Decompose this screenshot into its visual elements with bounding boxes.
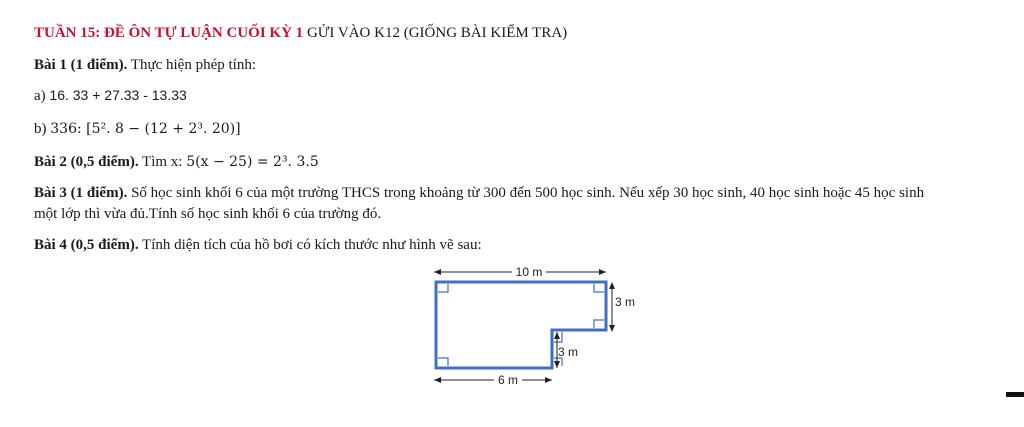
bai1-text: Thực hiện phép tính: xyxy=(127,57,256,73)
pool-outline xyxy=(436,282,606,368)
bai2-expression: 5(x − 25) = 2³. 3.5 xyxy=(186,154,319,170)
bai1-heading: Bài 1 (1 điểm). xyxy=(34,57,128,73)
bai1-b-label: b) xyxy=(34,121,51,137)
top-dimension-label: 10 m xyxy=(515,265,543,279)
pool-figure xyxy=(420,262,650,392)
bai2-heading: Bài 2 (0,5 điểm). xyxy=(34,154,139,170)
bai4-line xyxy=(34,236,482,254)
bai3-text-line2: một lớp thì vừa đủ.Tính số học sinh khối 6 của trường đó. xyxy=(34,206,382,222)
bai1-a-expression: 16. 33 + 27.33 - 13.33 xyxy=(49,87,187,103)
bai1-heading-line xyxy=(34,56,256,74)
bottom-dimension-arrow xyxy=(434,373,552,387)
step-dimension-label: 3 m xyxy=(558,345,579,359)
right-dimension-arrow xyxy=(609,282,635,332)
bai4-heading: Bài 4 (0,5 điểm). xyxy=(34,237,139,253)
top-dimension-arrow xyxy=(434,265,606,279)
bai4-text: Tính diện tích của hồ bơi có kích thước như hình vẽ sau: xyxy=(138,237,482,253)
bai1-part-b xyxy=(34,120,241,138)
document-title xyxy=(34,24,567,42)
step-dimension-arrow xyxy=(554,332,578,368)
title-rest-part: GỬI VÀO K12 (GIỐNG BÀI KIỂM TRA) xyxy=(303,25,568,41)
bottom-dimension-label: 6 m xyxy=(497,373,519,387)
edge-mark xyxy=(1006,392,1024,397)
bai3-line-1 xyxy=(34,184,924,202)
right-dimension-label: 3 m xyxy=(615,295,636,309)
right-angle-markers xyxy=(438,284,604,366)
bai2-line xyxy=(34,153,319,171)
bai1-a-label: a) xyxy=(34,88,50,104)
bai3-heading: Bài 3 (1 điểm). xyxy=(34,185,128,201)
bai3-line-2 xyxy=(34,205,381,223)
bai2-text: Tìm x: xyxy=(138,154,187,170)
title-red-part: TUẦN 15: ĐỀ ÔN TỰ LUẬN CUỐI KỲ 1 xyxy=(34,25,304,41)
bai1-part-a xyxy=(34,86,187,105)
bai1-b-expression: 336: [5². 8 − (12 + 2³. 20)] xyxy=(50,121,241,137)
bai3-text-line1: Số học sinh khối 6 của một trường THCS trong khoảng từ 300 đến 500 học sinh. Nếu xếp 30 học sinh, 40 học sinh hoặc 45 học sinh xyxy=(127,185,925,201)
